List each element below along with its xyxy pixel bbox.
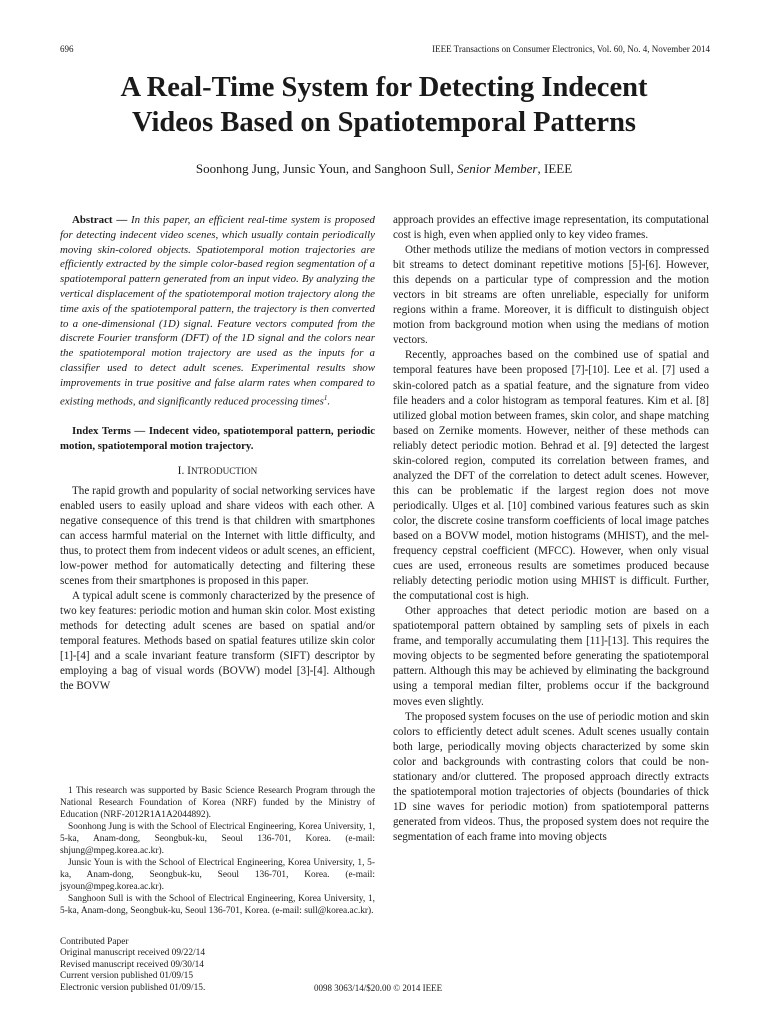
right-paragraph-1: approach provides an effective image representation, its computational cost is high, even when applied only to key video frames. — [393, 214, 709, 242]
right-paragraph-2: Other methods utilize the medians of motion vectors in compressed bit streams to detect dominant repetitive motions [5]-[6]. However, this depends on a particular type of compression and the motion vectors in bit streams are often unreliable, especially for uniform regions within a frame. Moreover, it is difficult to distinguish object motion from background motion when using the medians of motion vectors. — [393, 244, 709, 347]
author-names: Soonhong Jung, Junsic Youn, and Sanghoon Sull, — [195, 161, 454, 176]
footnote-2: Soonhong Jung is with the School of Electrical Engineering, Korea University, 1, 5-ka, Anam-dong, Seongbuk-ku, Seoul 136-701, Korea. (e-mail: shjung@mpeg.korea.ac.kr). — [60, 822, 375, 856]
footnote-4: Sanghoon Sull is with the School of Electrical Engineering, Korea University, 1, 5-ka, Anam-dong, Seongbuk-ku, Seoul 136-701, Korea. (e-mail: sull@korea.ac.kr). — [60, 894, 375, 916]
contrib-line-3: Revised manuscript received 09/30/14 — [60, 959, 204, 970]
contributed-paper-info — [60, 937, 205, 994]
right-column — [393, 213, 709, 845]
section-heading — [60, 464, 375, 479]
abstract-text: In this paper, an efficient real-time system is proposed for detecting indecent video scenes, which usually contain periodically moving skin-colored objects. Spatiotemporal motion trajectories are efficiently extracted by the simple color-based region segmentation of a spatiotemporal pattern generated from an input video. By analyzing the vertical displacement of the spatiotemporal motion trajectory along the time axis of the spatiotemporal pattern, the trajectory is then converted to a one-dimensional (1D) signal. Feature vectors computed from the discrete Fourier transform (DFT) of the 1D signal and the colors near the spatiotemporal motion trajectory are used as the inputs for a classifier used to detect adult scenes. Experimental results show improvements in true positive and false alarm rates when compared to existing methods, and significantly reduced processing times — [60, 214, 375, 408]
copyright-line: 0098 3063/14/$20.00 © 2014 IEEE — [314, 983, 443, 993]
footnote-3: Junsic Youn is with the School of Electrical Engineering, Korea University, 1, 5-ka, Anam-dong, Seongbuk-ku, Seoul 136-701, Korea. (e-mail: jsyoun@mpeg.korea.ac.kr). — [60, 858, 375, 892]
left-paragraph-1: The rapid growth and popularity of social networking services have enabled users to easily upload and share videos with each other. A negative consequence of this trend is that children with smartphones can access harmful material on the Internet with little difficulty, and thus, to protect them from indecent videos or adult scenes, an efficient, low-power method for automatically detecting and filtering these scenes from their smartphones is proposed in this paper. — [60, 484, 375, 587]
author-role: Senior Member — [456, 161, 538, 176]
footnotes — [60, 785, 375, 917]
journal-header: IEEE Transactions on Consumer Electronics, Vol. 60, No. 4, November 2014 — [432, 44, 710, 54]
contrib-line-4: Current version published 01/09/15 — [60, 971, 194, 982]
page-number: 696 — [60, 44, 74, 54]
right-paragraph-4: Other approaches that detect periodic motion are based on a spatiotemporal pattern obtained by sampling sets of pixels in each frame, and temporally accumulating them [11]-[13]. This requires the moving objects to be segmented before generating the spatiotemporal pattern. Although this may be achieved by eliminating the background using a temporal median filter, problems occur if the background moves even slightly. — [393, 605, 709, 708]
contrib-line-5: Electronic version published 01/09/15. — [60, 982, 206, 993]
index-terms: Index Terms — Indecent video, spatiotemporal pattern, periodic motion, spatiotemporal motion trajectory. — [60, 424, 375, 452]
contrib-line-2: Original manuscript received 09/22/14 — [60, 948, 206, 959]
section-rest: NTRODUCTION — [190, 465, 258, 476]
author-org: , IEEE — [537, 161, 573, 176]
author-line — [0, 161, 768, 177]
title-line-1: A Real-Time System for Detecting Indecent — [120, 72, 648, 103]
abstract — [60, 213, 375, 409]
abstract-label: Abstract — — [72, 214, 128, 226]
left-column — [60, 213, 375, 694]
paper-title — [0, 70, 768, 140]
right-paragraph-5: The proposed system focuses on the use of periodic motion and skin colors to efficiently detect adult scenes. Adult scenes usually contain both large, periodically moving objects characterized by some skin color and backgrounds with contrasting colors that could be non-stationary and/or cluttered. The proposed approach directly extracts the spatiotemporal motion trajectories of objects (boundaries of thick 1D sine waves for periodic motion) from spatiotemporal patterns generated from videos. Thus, the proposed system does not require the segmentation of each frame into moving objects — [393, 710, 709, 843]
abstract-end: . — [327, 395, 331, 408]
footnote-1: 1 This research was supported by Basic Science Research Program through the National Research Foundation of Korea (NRF) funded by the Ministry of Education (NRF-2012R1A1A2044892). — [60, 786, 375, 820]
contrib-line-1: Contributed Paper — [60, 937, 129, 947]
left-paragraph-2: A typical adult scene is commonly characterized by the presence of two key features: periodic motion and human skin color. Most existing methods for detecting adult scenes are based on spatial and/or temporal features. Methods based on spatial features utilize skin color [1]-[4] and a scale invariant feature transform (SIFT) descriptor by employing a bag of visual words (BOVW) model [3]-[4]. Although the BOVW — [60, 589, 375, 693]
title-line-2: Videos Based on Spatiotemporal Patterns — [131, 107, 637, 138]
right-paragraph-3: Recently, approaches based on the combined use of spatial and temporal features have been proposed [7]-[10]. Lee et al. [7] used a skin-colored patch as a spatial feature, and the signature from video file headers and a color histogram as temporal features. Kim et al. [8] utilized global motion between frames, skin color, and shape matching based on Zernike moments. However, neither of these methods can reliably detect periodic motion. Behrad et al. [9] detected the largest skin-colored region, computed its correlation between frames, and analyzed the DFT of the correlation to detect adult scenes. However, this can be problematic if the largest region does not move periodically. Ulges et al. [10] combined various features such as skin color, the discrete cosine transform coefficients of local image patches based on a BOVW model, motion histograms (MHIST), and the mel-frequency cepstral coefficient (MFCC). However, when only visual cues are used, erroneous results are sometimes produced because reliably detecting periodic motion using MHIST is difficult. Further, the computational cost is high. — [393, 349, 709, 603]
section-initial: I — [187, 464, 191, 477]
section-number: I. — [177, 464, 185, 477]
abstract-footnote-mark: 1 — [323, 393, 328, 402]
